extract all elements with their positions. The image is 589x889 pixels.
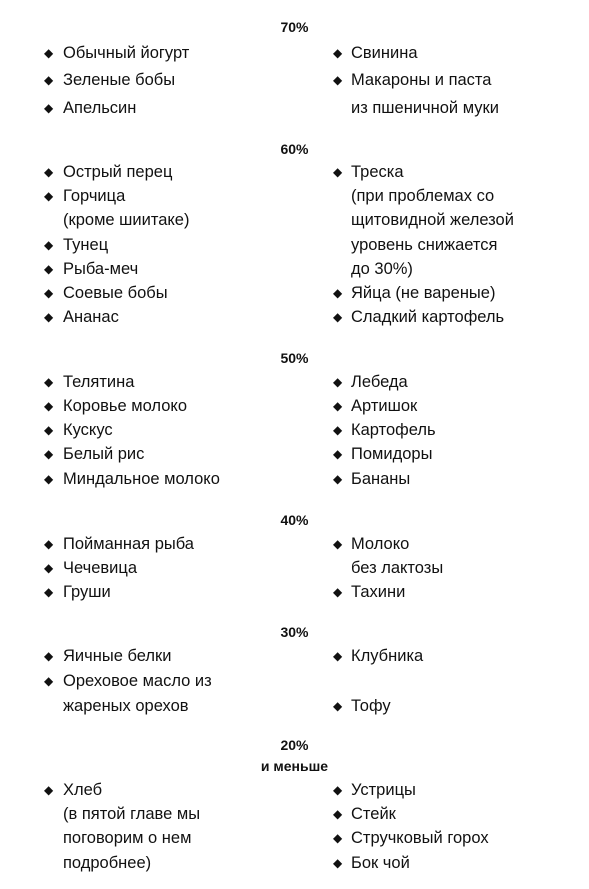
diamond-bullet-icon: ◆ [333,46,343,60]
diamond-bullet-icon: ◆ [44,472,54,486]
section-header-30: 30% [280,624,309,640]
diamond-bullet-icon: ◆ [333,447,343,461]
section-header-20-subtitle: и меньше [260,758,329,774]
section-header-50: 50% [280,350,309,366]
diamond-bullet-icon: ◆ [333,807,343,821]
diamond-bullet-icon: ◆ [333,585,343,599]
section-header-40: 40% [280,512,309,528]
diamond-bullet-icon: ◆ [44,674,54,688]
diamond-bullet-icon: ◆ [44,165,54,179]
diamond-bullet-icon: ◆ [44,101,54,115]
diamond-bullet-icon: ◆ [333,831,343,845]
diamond-bullet-icon: ◆ [44,375,54,389]
diamond-bullet-icon: ◆ [333,375,343,389]
diamond-bullet-icon: ◆ [333,423,343,437]
diamond-bullet-icon: ◆ [333,699,343,713]
diamond-bullet-icon: ◆ [333,165,343,179]
diamond-bullet-icon: ◆ [44,537,54,551]
diamond-bullet-icon: ◆ [44,262,54,276]
diamond-bullet-icon: ◆ [44,189,54,203]
diamond-bullet-icon: ◆ [44,783,54,797]
diamond-bullet-icon: ◆ [333,783,343,797]
diamond-bullet-icon: ◆ [333,649,343,663]
diamond-bullet-icon: ◆ [333,537,343,551]
diamond-bullet-icon: ◆ [44,447,54,461]
diamond-bullet-icon: ◆ [44,238,54,252]
diamond-bullet-icon: ◆ [44,649,54,663]
diamond-bullet-icon: ◆ [333,286,343,300]
diamond-bullet-icon: ◆ [44,585,54,599]
section-header-70: 70% [280,19,309,35]
diamond-bullet-icon: ◆ [44,310,54,324]
diamond-bullet-icon: ◆ [44,73,54,87]
diamond-bullet-icon: ◆ [333,472,343,486]
diamond-bullet-icon: ◆ [44,561,54,575]
section-header-20: 20% [280,737,309,753]
diamond-bullet-icon: ◆ [333,399,343,413]
section-header-60: 60% [280,141,309,157]
diamond-bullet-icon: ◆ [333,856,343,870]
diamond-bullet-icon: ◆ [333,310,343,324]
diamond-bullet-icon: ◆ [333,73,343,87]
diamond-bullet-icon: ◆ [44,46,54,60]
diamond-bullet-icon: ◆ [44,423,54,437]
diamond-bullet-icon: ◆ [44,399,54,413]
diamond-bullet-icon: ◆ [44,286,54,300]
